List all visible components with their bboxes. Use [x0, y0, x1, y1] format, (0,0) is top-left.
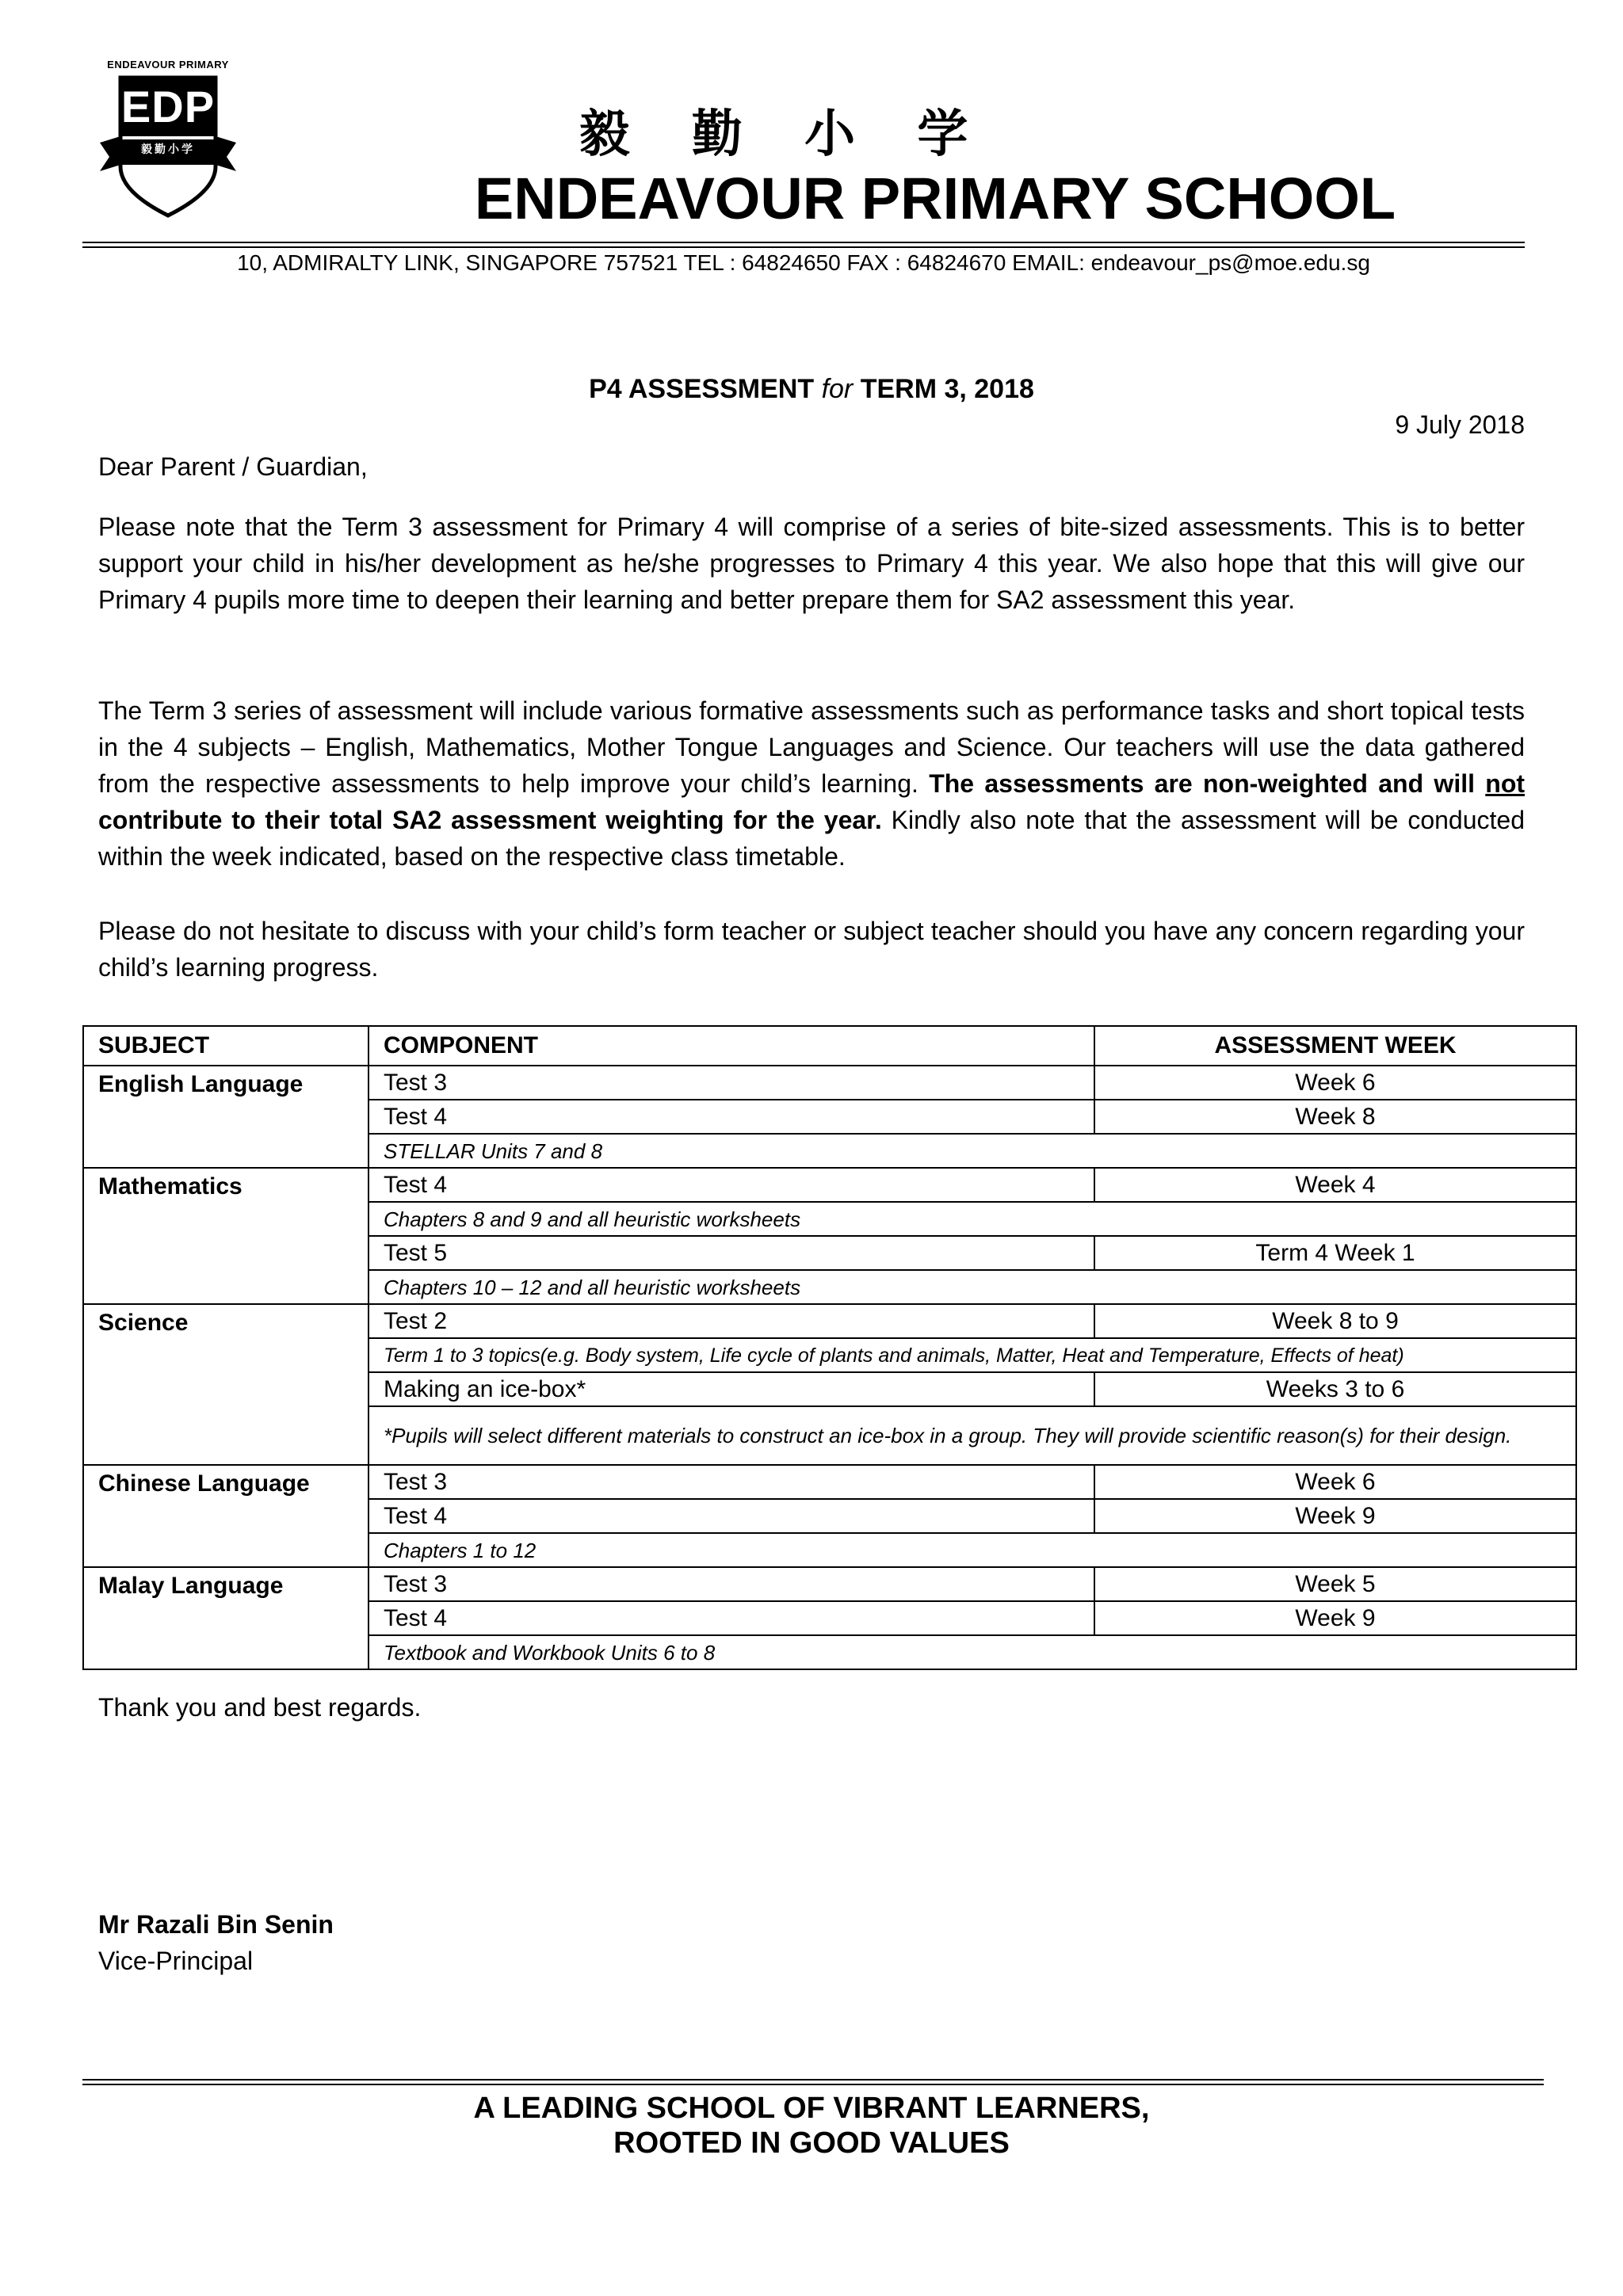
logo-initials: EDP	[120, 82, 216, 132]
footer-rule	[82, 2079, 1544, 2081]
title-for: for	[821, 374, 854, 404]
header-rule	[82, 242, 1525, 243]
week-cell: Term 4 Week 1	[1094, 1236, 1576, 1270]
paragraph-2	[98, 692, 1525, 875]
note-cell: Chapters 10 – 12 and all heuristic worksheets	[369, 1270, 1576, 1304]
table-row	[83, 1168, 1576, 1202]
paragraph-2-bold-a: The assessments are non-weighted and will	[929, 769, 1486, 798]
table-row	[83, 1066, 1576, 1100]
assessment-table	[82, 1025, 1577, 1670]
week-cell: Week 5	[1094, 1567, 1576, 1601]
week-cell: Week 6	[1094, 1465, 1576, 1499]
component-cell: Test 2	[369, 1304, 1094, 1338]
paragraph-1: Please note that the Term 3 assessment for Primary 4 will comprise of a series of bite-sized assessments. This is to better support your child in his/her development as he/she progresses to Primary 4 this year. We also hope that this will give our Primary 4 pupils more time to deepen their learning and better prepare them for SA2 assessment this year.	[98, 513, 1525, 614]
logo-ribbon-text: 毅勤小学	[141, 143, 195, 156]
component-cell: Test 3	[369, 1567, 1094, 1601]
subject-cell: Mathematics	[83, 1168, 369, 1304]
school-address: 10, ADMIRALTY LINK, SINGAPORE 757521 TEL : 64824650 FAX : 64824670 EMAIL: endeavour_ps@moe.edu.sg	[237, 250, 1370, 275]
title-part2: TERM 3, 2018	[853, 374, 1034, 404]
component-cell: Test 3	[369, 1066, 1094, 1100]
week-cell: Week 8	[1094, 1100, 1576, 1134]
paragraph-3: Please do not hesitate to discuss with your child’s form teacher or subject teacher should you have any concern regarding your child’s learning progress.	[98, 917, 1525, 982]
signer-title: Vice-Principal	[98, 1947, 254, 1975]
school-logo	[97, 59, 239, 217]
week-cell: Week 9	[1094, 1601, 1576, 1635]
component-cell: Test 4	[369, 1601, 1094, 1635]
paragraph-2-not: not	[1485, 769, 1526, 798]
footer-rule	[82, 2084, 1544, 2085]
paragraph-2-bold-b: contribute to their total SA2 assessment weighting for the year.	[98, 806, 882, 834]
subject-cell: Science	[83, 1304, 369, 1465]
week-cell: Week 9	[1094, 1499, 1576, 1533]
component-cell: Test 4	[369, 1499, 1094, 1533]
subject-cell: Malay Language	[83, 1567, 369, 1669]
subject-cell: English Language	[83, 1066, 369, 1168]
component-cell: Test 5	[369, 1236, 1094, 1270]
motto-line-1: A LEADING SCHOOL OF VIBRANT LEARNERS,	[473, 2092, 1150, 2125]
closing-line: Thank you and best regards.	[98, 1693, 422, 1722]
week-cell: Week 6	[1094, 1066, 1576, 1100]
table-row	[83, 1567, 1576, 1601]
letter-title	[0, 374, 1623, 405]
note-cell: STELLAR Units 7 and 8	[369, 1134, 1576, 1168]
week-cell: Weeks 3 to 6	[1094, 1372, 1576, 1406]
component-cell: Test 4	[369, 1100, 1094, 1134]
school-name-chinese: 毅 勤 小 学	[579, 105, 991, 164]
note-cell: Term 1 to 3 topics(e.g. Body system, Life cycle of plants and animals, Matter, Heat and Temperature, Effects of heat)	[369, 1338, 1576, 1372]
header-assessment-week: ASSESSMENT WEEK	[1094, 1026, 1576, 1066]
paragraph-2-text-b: Kindly also note that the assessment will be conducted within the week indicated, based on the respective class timetable.	[98, 806, 1526, 871]
header-subject: SUBJECT	[83, 1026, 369, 1066]
table-row	[83, 1465, 1576, 1499]
week-cell: Week 8 to 9	[1094, 1304, 1576, 1338]
motto-line-2: ROOTED IN GOOD VALUES	[613, 2126, 1010, 2160]
component-cell: Test 4	[369, 1168, 1094, 1202]
note-cell: *Pupils will select different materials to construct an ice-box in a group. They will provide scientific reason(s) for their design.	[369, 1406, 1576, 1465]
component-cell: Making an ice-box*	[369, 1372, 1094, 1406]
logo-caption: ENDEAVOUR PRIMARY	[107, 59, 229, 71]
component-cell: Test 3	[369, 1465, 1094, 1499]
signer-name: Mr Razali Bin Senin	[98, 1910, 334, 1939]
note-cell: Chapters 1 to 12	[369, 1533, 1576, 1567]
note-cell: Chapters 8 and 9 and all heuristic worksheets	[369, 1202, 1576, 1236]
header-component: COMPONENT	[369, 1026, 1094, 1066]
table-row	[83, 1304, 1576, 1338]
letter-date: 9 July 2018	[1395, 410, 1525, 439]
header-rule	[82, 246, 1525, 248]
subject-cell: Chinese Language	[83, 1465, 369, 1567]
paragraph-2-text-a: The Term 3 series of assessment will include various formative assessments such as performance tasks and short topical tests in the 4 subjects – English, Mathematics, Mother Tongue Languages and Science. Our teachers will use the data gathered from the respective assessments to help improve your child’s learning.	[98, 696, 1525, 798]
week-cell: Week 4	[1094, 1168, 1576, 1202]
title-part1: P4 ASSESSMENT	[589, 374, 822, 404]
table-header-row	[83, 1026, 1576, 1066]
greeting: Dear Parent / Guardian,	[98, 452, 368, 481]
note-cell: Textbook and Workbook Units 6 to 8	[369, 1635, 1576, 1669]
school-name-english: ENDEAVOUR PRIMARY SCHOOL	[474, 166, 1396, 231]
